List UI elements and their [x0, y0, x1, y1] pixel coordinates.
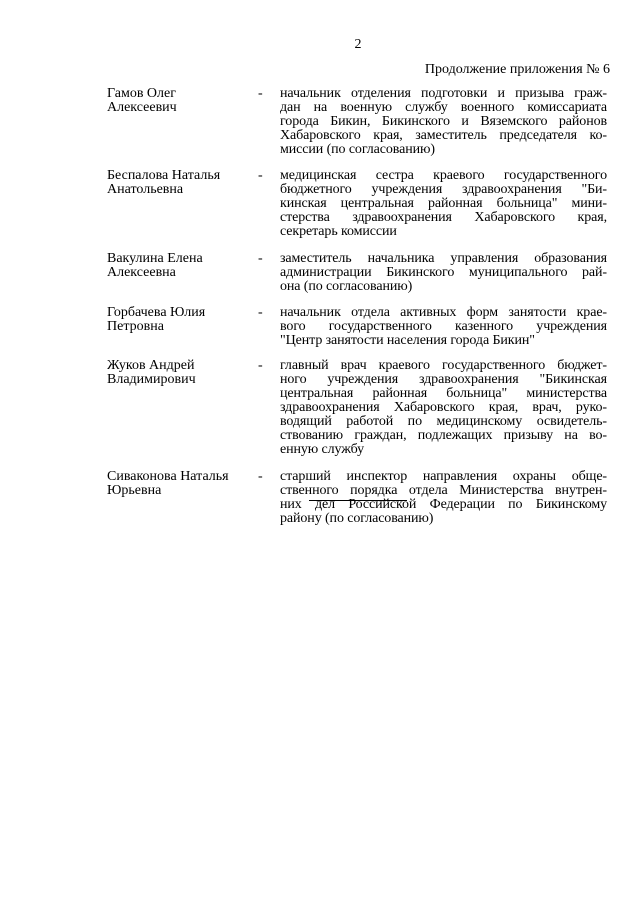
- member-role-line: медицинская сестра краевого государственного: [280, 168, 607, 183]
- member-role-line: ствованию граждан, подлежащих призыву на во-: [280, 428, 607, 443]
- member-dash: -: [258, 168, 263, 183]
- member-role-line: центральная районная больница" министерства: [280, 386, 607, 401]
- member-role-line: енную службу: [280, 442, 365, 457]
- member-role-line: бюджетного учреждения здравоохранения "Би-: [280, 182, 607, 197]
- member-name-line: Горбачева Юлия: [107, 305, 206, 320]
- member-role-line: секретарь комиссии: [280, 224, 397, 239]
- member-dash: -: [258, 86, 263, 101]
- member-dash: -: [258, 469, 263, 484]
- member-role-line: району (по согласованию): [280, 511, 434, 526]
- member-name: [107, 359, 257, 387]
- member-role-line: главный врач краевого государственного бюджет-: [280, 358, 607, 373]
- member-role-line: старший инспектор направления охраны обще-: [280, 469, 607, 484]
- end-separator-line: [309, 500, 407, 501]
- member-role-line: дан на военную службу военного комиссариата: [280, 100, 607, 115]
- member-entry: [107, 306, 605, 348]
- member-name-line: Владимирович: [107, 372, 196, 387]
- member-dash: -: [258, 251, 263, 266]
- member-role-line: них дел Российской Федерации по Бикинскому: [280, 497, 607, 512]
- member-entry: [107, 87, 605, 157]
- member-dash: -: [258, 305, 263, 320]
- member-name: [107, 470, 257, 498]
- member-role-line: стерства здравоохранения Хабаровского края,: [280, 210, 607, 225]
- commission-member-list: [107, 87, 605, 526]
- member-role-line: начальник отдела активных форм занятости крае-: [280, 305, 607, 320]
- member-name: [107, 252, 257, 280]
- page-number: 2: [354, 37, 362, 52]
- member-role-line: администрации Бикинского муниципального рай-: [280, 265, 607, 280]
- member-entry: [107, 252, 605, 294]
- member-name-line: Сиваконова Наталья: [107, 469, 229, 484]
- member-name-line: Жуков Андрей: [107, 358, 195, 373]
- member-role-line: заместитель начальника управления образования: [280, 251, 607, 266]
- member-entry: [107, 470, 605, 526]
- member-name-line: Алексеевич: [107, 100, 177, 115]
- member-role-line: "Центр занятости населения города Бикин": [280, 333, 535, 348]
- member-role-line: ного учреждения здравоохранения "Бикинская: [280, 372, 607, 387]
- member-role: [280, 306, 607, 348]
- member-name: [107, 169, 257, 197]
- member-name-line: Петровна: [107, 319, 164, 334]
- member-role-line: вого государственного казенного учреждения: [280, 319, 607, 334]
- member-role: [280, 470, 607, 526]
- member-role-line: водящий работой по медицинскому освидетель-: [280, 414, 607, 429]
- member-name-line: Гамов Олег: [107, 86, 176, 101]
- member-name-line: Вакулина Елена: [107, 251, 203, 266]
- member-dash: -: [258, 358, 263, 373]
- member-role-line: города Бикин, Бикинского и Вяземского районов: [280, 114, 607, 129]
- member-role: [280, 359, 607, 457]
- member-entry: [107, 359, 605, 457]
- member-name: [107, 306, 257, 334]
- continuation-label: Продолжение приложения № 6: [424, 62, 610, 77]
- member-name: [107, 87, 257, 115]
- member-role-line: кинская центральная районная больница" мини-: [280, 196, 607, 211]
- member-name-line: Анатольевна: [107, 182, 184, 197]
- member-role-line: ственного порядка отдела Министерства внутрен-: [280, 483, 607, 498]
- member-role-line: миссии (по согласованию): [280, 142, 435, 157]
- member-entry: [107, 169, 605, 239]
- member-name-line: Беспалова Наталья: [107, 168, 221, 183]
- member-role: [280, 169, 607, 239]
- member-role-line: начальник отделения подготовки и призыва граж-: [280, 86, 607, 101]
- member-role-line: она (по согласованию): [280, 279, 413, 294]
- member-role-line: Хабаровского края, заместитель председателя ко-: [280, 128, 607, 143]
- member-role: [280, 87, 607, 157]
- member-name-line: Юрьевна: [107, 483, 162, 498]
- member-name-line: Алексеевна: [107, 265, 176, 280]
- member-role-line: здравоохранения Хабаровского края, врач, руко-: [280, 400, 607, 415]
- member-role: [280, 252, 607, 294]
